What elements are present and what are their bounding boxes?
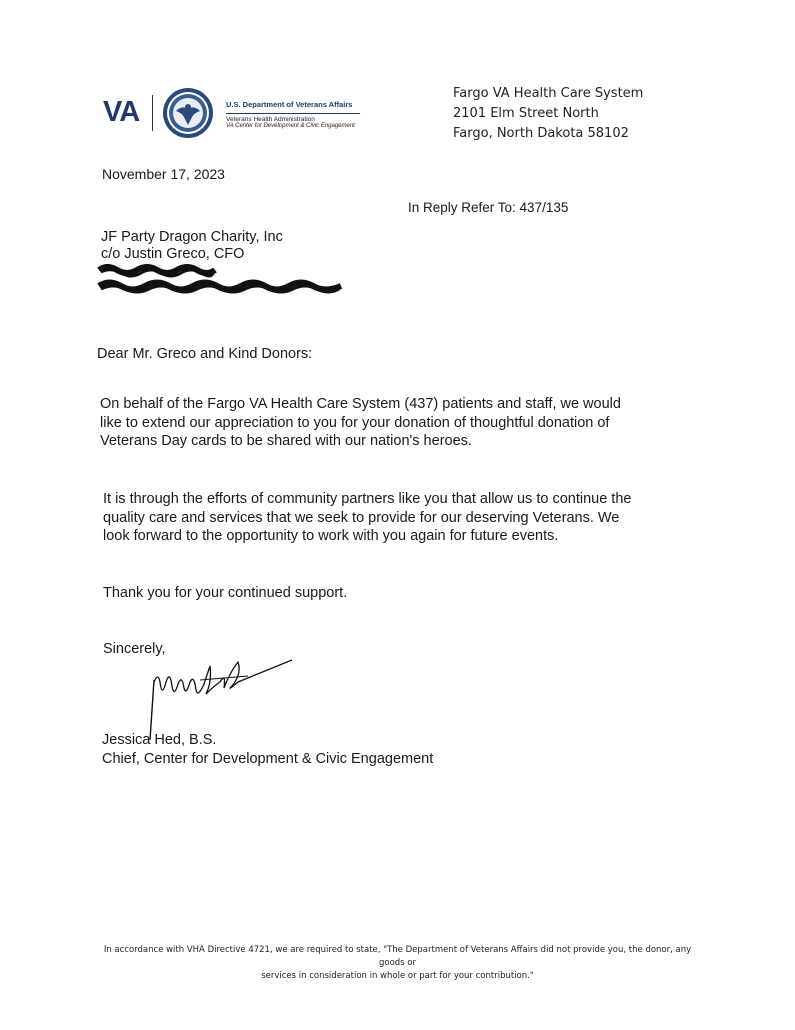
logo-divider	[152, 95, 153, 131]
reference-line: In Reply Refer To: 437/135	[408, 200, 569, 215]
signer-name: Jessica Hed, B.S.	[102, 732, 217, 748]
recipient-organization: JF Party Dragon Charity, Inc	[101, 229, 283, 245]
facility-street: 2101 Elm Street North	[453, 106, 599, 121]
recipient-block	[101, 229, 283, 262]
va-seal-icon	[162, 87, 214, 139]
footer-line-2: services in consideration in whole or part for your contribution."	[261, 971, 534, 981]
signer-block	[102, 731, 433, 768]
thanks-line: Thank you for your continued support.	[103, 585, 348, 601]
salutation: Dear Mr. Greco and Kind Donors:	[97, 346, 313, 362]
disclaimer-footer	[95, 944, 700, 983]
department-rule	[226, 113, 360, 114]
paragraph-1-line-1: On behalf of the Fargo VA Health Care System (437) patients and staff, we would	[100, 396, 621, 412]
body-paragraph-2	[103, 490, 663, 546]
paragraph-1-line-3: Veterans Day cards to be shared with our nation's heroes.	[100, 433, 472, 449]
va-logo: VA	[103, 96, 140, 128]
redacted-address	[97, 264, 347, 296]
body-paragraph-1	[100, 395, 660, 451]
department-name: U.S. Department of Veterans Affairs	[226, 100, 353, 109]
paragraph-2-line-2: quality care and services that we seek to provide for our deserving Veterans. We	[103, 509, 620, 526]
signer-title: Chief, Center for Development & Civic Engagement	[102, 750, 434, 767]
administration-name: Veterans Health Administration	[226, 115, 315, 123]
paragraph-1-line-2: like to extend our appreciation to you for your donation of thoughtful donation of	[100, 414, 610, 431]
letter-date: November 17, 2023	[102, 166, 225, 182]
closing: Sincerely,	[103, 641, 166, 657]
facility-city: Fargo, North Dakota 58102	[453, 126, 629, 141]
handwritten-signature	[140, 652, 300, 742]
center-name: VA Center for Development & Civic Engagement	[226, 123, 355, 130]
paragraph-2-line-3: look forward to the opportunity to work with you again for future events.	[103, 528, 559, 544]
recipient-attention: c/o Justin Greco, CFO	[101, 245, 245, 262]
paragraph-2-line-1: It is through the efforts of community partners like you that allow us to continue the	[103, 491, 632, 507]
department-block	[226, 101, 360, 130]
facility-address	[453, 84, 643, 144]
facility-name: Fargo VA Health Care System	[453, 86, 644, 101]
footer-line-1: In accordance with VHA Directive 4721, we are required to state, "The Department of Veterans Affairs did not provide you, the donor, any goods or	[103, 945, 692, 968]
